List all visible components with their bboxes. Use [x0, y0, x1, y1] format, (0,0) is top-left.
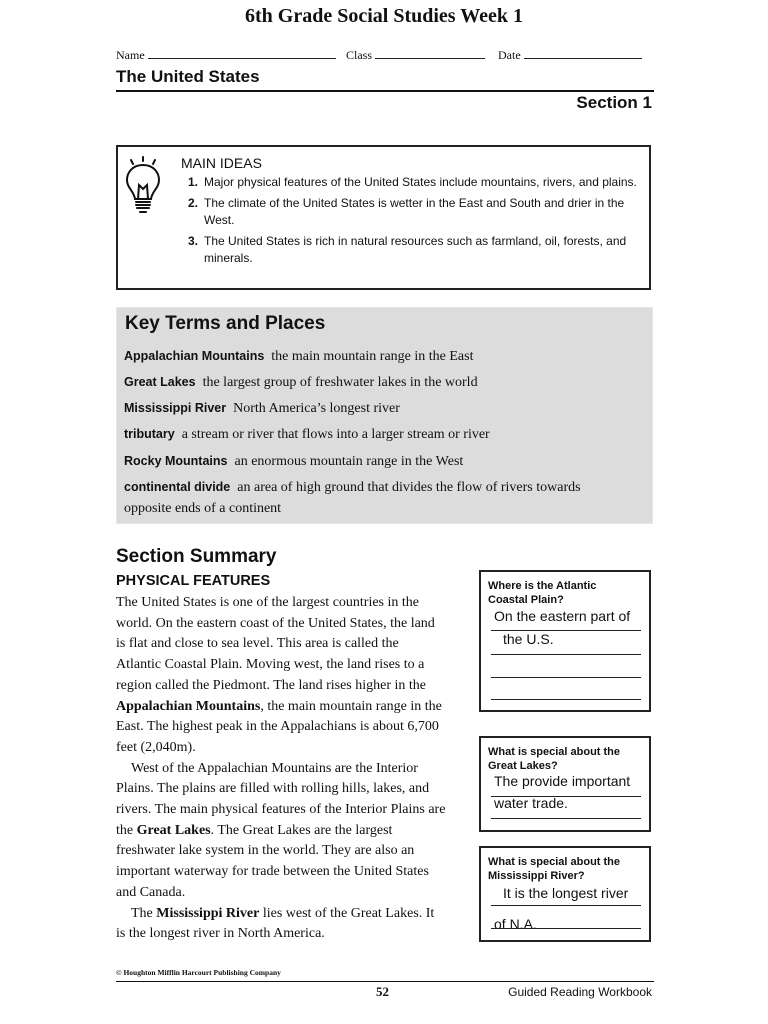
term-definition: an enormous mountain range in the West: [234, 454, 464, 469]
main-ideas-heading: MAIN IDEAS: [181, 155, 262, 171]
date-label: Date: [498, 48, 521, 62]
key-term: [124, 477, 629, 519]
term-definition: North America’s longest river: [233, 401, 400, 416]
summary-paragraph: The United States is one of the largest countries in the world. On the eastern coast of the United States, the land is flat and close to sea level. This area is called the Atlantic Coastal Plain. Moving west, the land rises to a region called the Piedmont. The land rises higher in the Appalachian Mountains, the main mountain range in the East. The highest peak in the Appalachians is about 6,700 feet (2,040m).: [116, 595, 442, 755]
header-divider: [116, 90, 654, 92]
term-definition: the largest group of freshwater lakes in the world: [202, 375, 478, 390]
main-idea-number: 2.: [188, 195, 199, 210]
term-name: continental divide: [124, 480, 231, 494]
answer-text[interactable]: On the eastern part of: [494, 608, 631, 624]
section-label: Section 1: [576, 93, 652, 112]
name-field[interactable]: [116, 47, 336, 63]
term-name: Mississippi River: [124, 401, 227, 415]
class-field[interactable]: [346, 47, 485, 63]
summary-paragraph: West of the Appalachian Mountains are the Interior Plains. The plains are filled with rolling hills, lakes, and rivers. The main physical features of the Interior Plains are the Great Lakes. The Great Lakes are the largest freshwater lake system in the world. They are also an important waterway for trade between the United States and Canada.: [116, 760, 446, 900]
term-name: Rocky Mountains: [124, 454, 228, 468]
answer-line[interactable]: [491, 928, 641, 929]
key-term: [124, 451, 644, 472]
answer-text[interactable]: The provide important: [494, 773, 631, 789]
term-definition: a stream or river that flows into a larger stream or river: [181, 427, 490, 442]
section-summary-heading: Section Summary: [116, 546, 277, 567]
physical-features-heading: PHYSICAL FEATURES: [116, 573, 271, 589]
answer-line[interactable]: [491, 699, 641, 700]
class-label: Class: [346, 48, 373, 62]
workbook-title: Guided Reading Workbook: [508, 985, 652, 999]
summary-text: [116, 593, 446, 945]
question-box: [479, 570, 651, 712]
answer-text[interactable]: water trade.: [494, 795, 568, 811]
key-terms-box: [116, 307, 655, 524]
term-name: tributary: [124, 427, 175, 441]
main-idea-text: Major physical features of the United States include mountains, rivers, and plains.: [204, 175, 637, 189]
term-name: Great Lakes: [124, 375, 196, 389]
question-box: [479, 846, 651, 942]
answer-line[interactable]: [491, 905, 641, 906]
worksheet-title: 6th Grade Social Studies Week 1: [245, 5, 523, 27]
main-idea-item: [188, 195, 643, 230]
answer-text[interactable]: the U.S.: [503, 631, 554, 647]
bold-term: Mississippi River: [156, 905, 260, 921]
question-text: What is special about the Mississippi River?: [488, 856, 621, 882]
key-term: [124, 346, 644, 367]
question-box: [479, 736, 651, 832]
main-idea-number: 1.: [188, 175, 199, 189]
answer-text[interactable]: It is the longest river: [503, 885, 629, 901]
main-ideas-box: [116, 145, 651, 290]
key-term: [124, 398, 644, 419]
page-number: 52: [376, 984, 389, 999]
main-ideas-list: [188, 174, 643, 271]
name-label: Name: [116, 48, 145, 62]
main-idea-item: [188, 174, 643, 192]
summary-paragraph: The Mississippi River lies west of the Great Lakes. It is the longest river in North America.: [116, 905, 435, 942]
copyright-notice: © Houghton Mifflin Harcourt Publishing Company: [116, 968, 281, 977]
key-term: [124, 424, 644, 445]
answer-line[interactable]: [491, 818, 641, 819]
main-idea-text: The United States is rich in natural resources such as farmland, oil, forests, and minerals.: [204, 233, 627, 265]
main-idea-number: 3.: [188, 233, 199, 248]
key-terms-heading: Key Terms and Places: [125, 313, 326, 334]
answer-line[interactable]: [491, 677, 641, 678]
term-definition: the main mountain range in the East: [271, 349, 474, 364]
main-idea-text: The climate of the United States is wetter in the East and South and drier in the West.: [204, 195, 625, 227]
footer-divider: [116, 981, 654, 982]
question-text: Where is the Atlantic Coastal Plain?: [488, 580, 597, 606]
term-name: Appalachian Mountains: [124, 349, 265, 363]
answer-line[interactable]: [491, 654, 641, 655]
date-field[interactable]: [498, 47, 642, 63]
answer-text[interactable]: of N.A.: [494, 916, 537, 932]
key-term: [124, 372, 644, 393]
bold-term: Great Lakes: [136, 822, 211, 838]
bold-term: Appalachian Mountains: [116, 698, 261, 714]
question-text: What is special about the Great Lakes?: [488, 746, 621, 772]
main-idea-item: [188, 233, 643, 268]
unit-title: The United States: [116, 67, 260, 86]
lightbulb-icon: [122, 155, 164, 217]
term-definition: an area of high ground that divides the flow of rivers towards opposite ends of a continent: [124, 480, 581, 516]
